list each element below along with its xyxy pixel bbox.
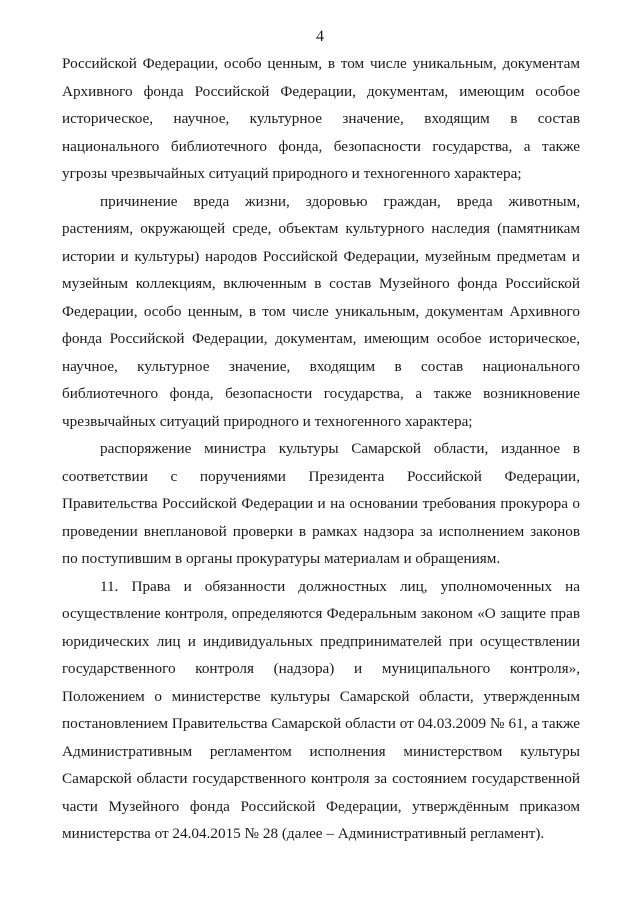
paragraph-harm-list: причинение вреда жизни, здоровью граждан, вреда животным, растениям, окружающей среде, объектам культурного наследия (памятникам истории и культуры) народов Российской Федерации, музейным предметам и музейным коллекциям, включенным в состав Музейного фонда Российской Федерации, особо ценным, в том числе уникальным, документам Архивного фонда Российской Федерации, документам, имеющим особое историческое, научное, культурное значение, входящим в состав национального библиотечного фонда, безопасности государства, а также возникновение чрезвычайных ситуаций природного и техногенного характера; <box>62 192 580 430</box>
paragraph-continuation: Российской Федерации, особо ценным, в том числе уникальным, документам Архивного фонда Российской Федерации, документам, имеющим особое историческое, научное, культурное значение, входящим в состав национального библиотечного фонда, безопасности государства, а также угрозы чрезвычайных ситуаций природного и техногенного характера; <box>62 55 580 182</box>
page-number: 4 <box>316 28 324 45</box>
paragraph-minister-order: распоряжение министра культуры Самарской области, изданное в соответствии с поручениями Президента Российской Федерации, Правительства Российской Федерации и на основании требования прокурора о проведении внеплановой проверки в рамках надзора за исполнением законов по поступившим в органы прокуратуры материалам и обращениям. <box>62 440 580 567</box>
document-body <box>62 50 580 848</box>
paragraph-item-11: 11. Права и обязанности должностных лиц, уполномоченных на осуществление контроля, определяются Федеральным законом «О защите прав юридических лиц и индивидуальных предпринимателей при осуществлении государственного контроля (надзора) и муниципального контроля», Положением о министерстве культуры Самарской области, утвержденным постановлением Правительства Самарской области от 04.03.2009 № 61, а также Административным регламентом исполнения министерством культуры Самарской области государственного контроля за состоянием государственной части Музейного фонда Российской Федерации, утверждённым приказом министерства от 24.04.2015 № 28 (далее – Административный регламент). <box>62 577 580 842</box>
